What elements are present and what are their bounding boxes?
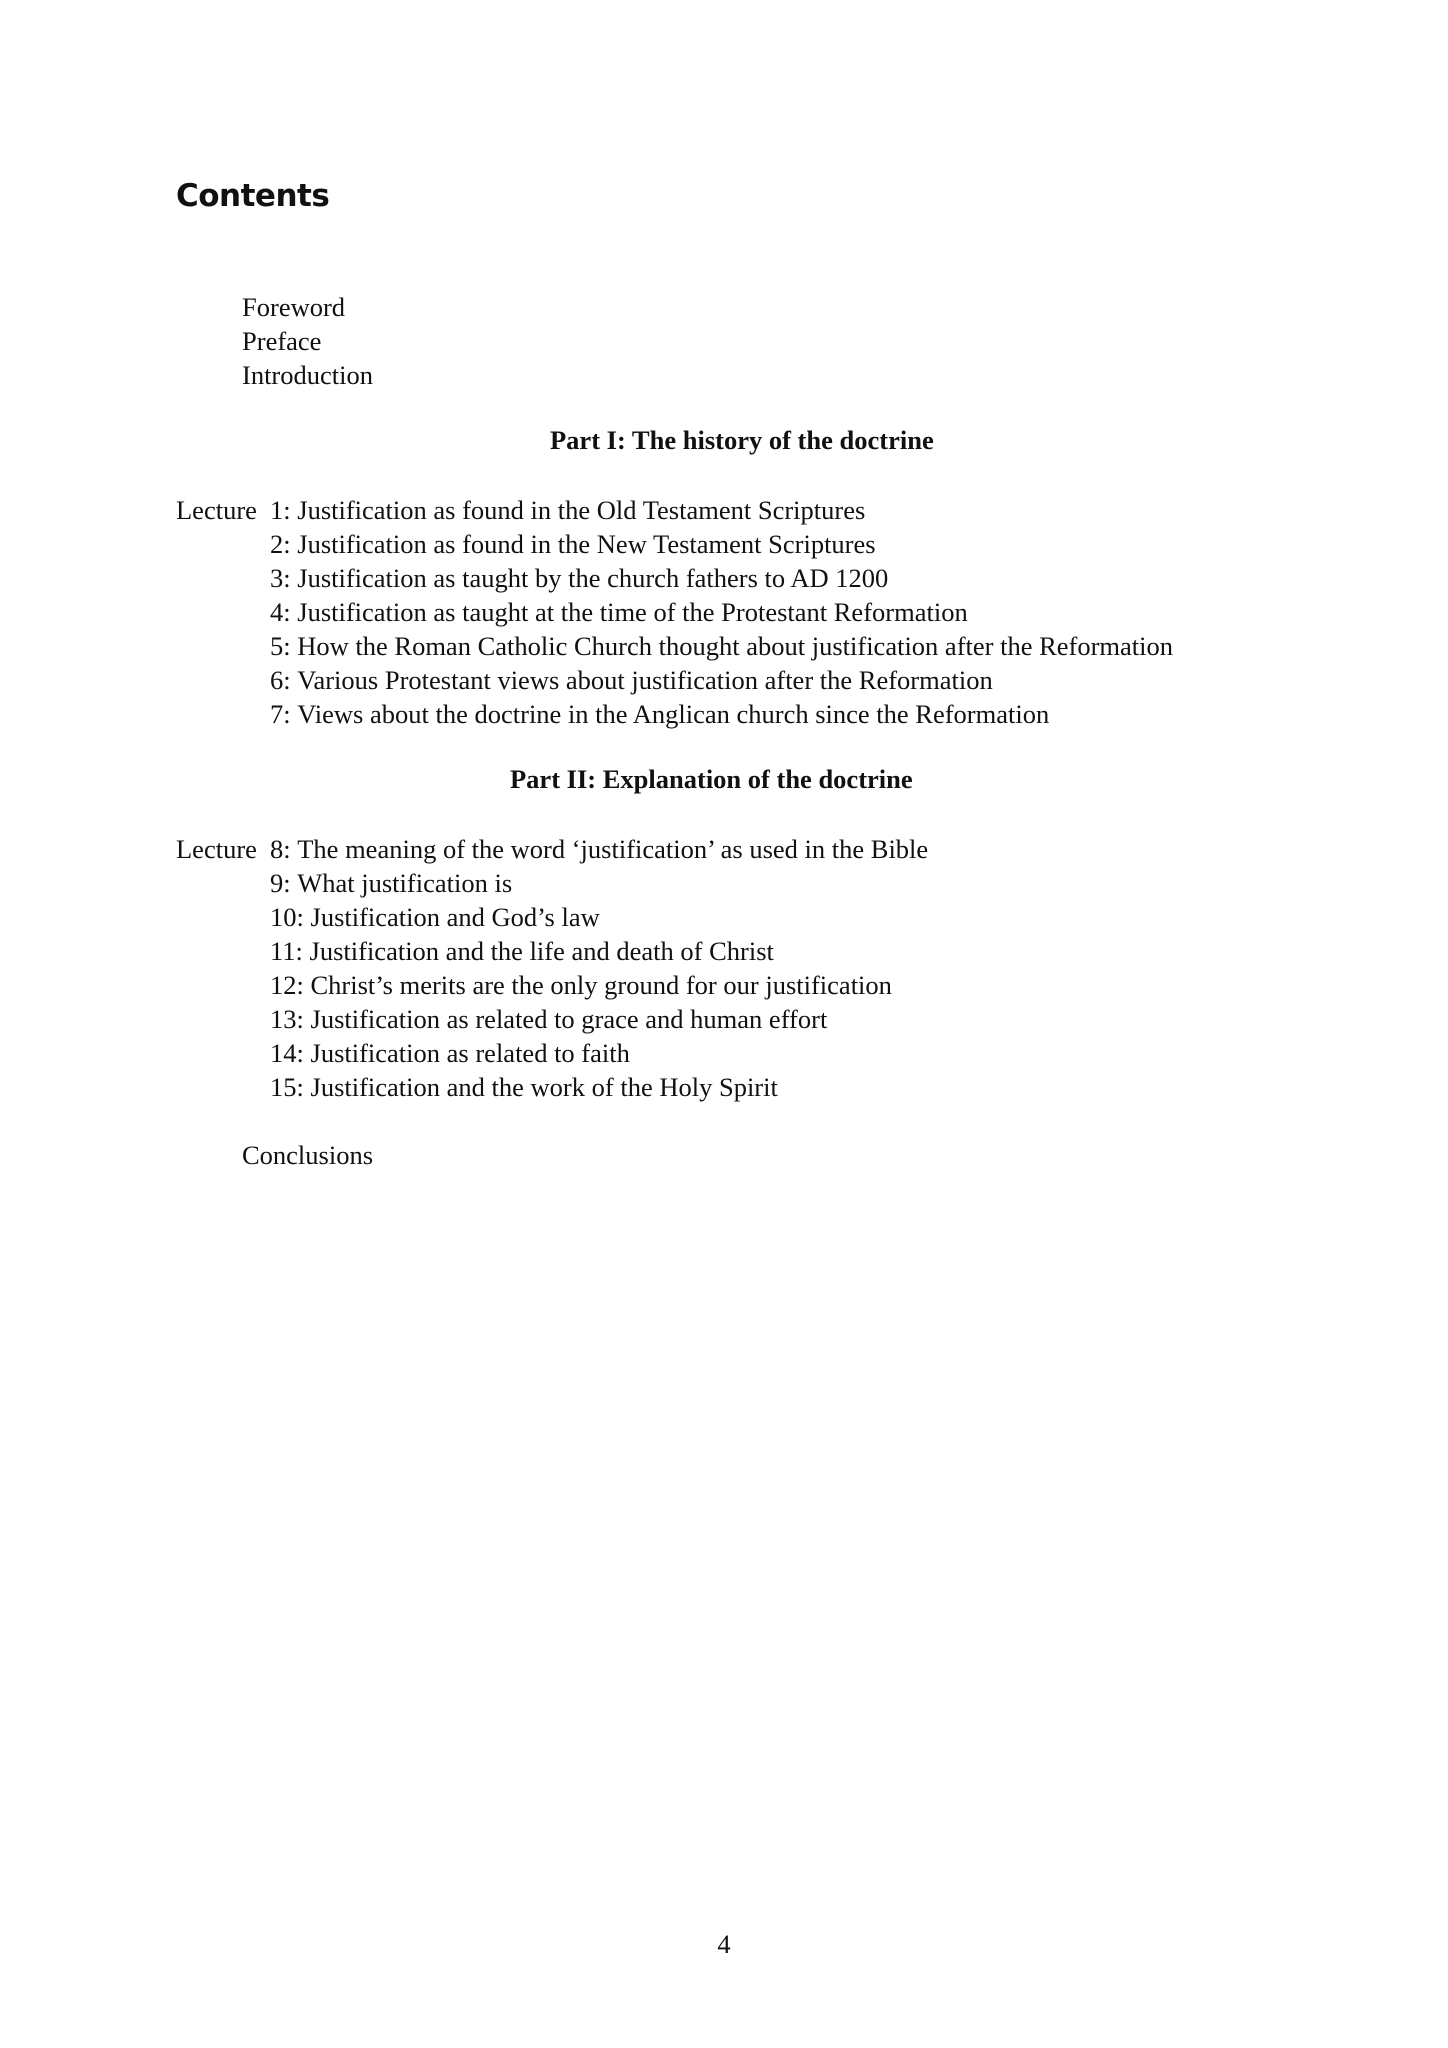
toc-entry-lecture-8[interactable]: [176, 832, 928, 866]
lecture-number: 3:: [270, 563, 291, 593]
lecture-title: Justification and the work of the Holy Spirit: [310, 1072, 778, 1102]
lecture-title: Christ’s merits are the only ground for our justification: [310, 970, 892, 1000]
toc-entry-lecture-12[interactable]: [176, 968, 928, 1002]
lecture-number: 4:: [270, 597, 291, 627]
lecture-number: 7:: [270, 699, 291, 729]
toc-entry-lecture-14[interactable]: [176, 1036, 928, 1070]
part-1-heading: Part I: The history of the doctrine: [550, 425, 934, 455]
toc-entry-conclusions[interactable]: Conclusions: [242, 1140, 374, 1170]
toc-entry-preface[interactable]: Preface: [242, 326, 322, 356]
toc-entry-lecture-13[interactable]: [176, 1002, 928, 1036]
toc-entry-lecture-5[interactable]: [176, 629, 1173, 663]
lecture-number: 13:: [270, 1004, 304, 1034]
lecture-number: 10:: [270, 902, 304, 932]
lecture-label: Lecture: [176, 495, 257, 525]
toc-entry-lecture-11[interactable]: [176, 934, 928, 968]
lecture-title: Justification as related to grace and human effort: [310, 1004, 828, 1034]
lecture-title: The meaning of the word ‘justification’ as used in the Bible: [297, 834, 929, 864]
lecture-title: Justification and God’s law: [310, 902, 600, 932]
lecture-number: 8:: [270, 834, 291, 864]
toc-entry-lecture-7[interactable]: [176, 697, 1173, 731]
part-2-lecture-list: [176, 832, 928, 1104]
lecture-title: Justification as taught by the church fathers to AD 1200: [297, 563, 889, 593]
lecture-title: What justification is: [297, 868, 513, 898]
toc-entry-lecture-2[interactable]: [176, 527, 1173, 561]
toc-entry-lecture-4[interactable]: [176, 595, 1173, 629]
toc-entry-lecture-1[interactable]: [176, 493, 1173, 527]
part-1-lecture-list: [176, 493, 1173, 731]
lecture-number: 9:: [270, 868, 291, 898]
toc-entry-lecture-15[interactable]: [176, 1070, 928, 1104]
lecture-number: 12:: [270, 970, 304, 1000]
lecture-number: 11:: [270, 936, 303, 966]
part-2-heading: Part II: Explanation of the doctrine: [510, 764, 913, 794]
lecture-number: 6:: [270, 665, 291, 695]
lecture-number: 15:: [270, 1072, 304, 1102]
lecture-title: Justification as related to faith: [310, 1038, 630, 1068]
page-number: 4: [717, 1929, 731, 1959]
toc-entry-foreword[interactable]: Foreword: [242, 292, 346, 322]
lecture-number: 2:: [270, 529, 291, 559]
lecture-title: Justification as taught at the time of the Protestant Reformation: [297, 597, 968, 627]
toc-entry-lecture-3[interactable]: [176, 561, 1173, 595]
lecture-label: Lecture: [176, 834, 257, 864]
front-matter-list: [242, 290, 373, 392]
lecture-title: Views about the doctrine in the Anglican church since the Reformation: [297, 699, 1050, 729]
lecture-title: Justification and the life and death of Christ: [309, 936, 774, 966]
lecture-number: 5:: [270, 631, 291, 661]
lecture-title: Justification as found in the Old Testament Scriptures: [297, 495, 866, 525]
lecture-title: How the Roman Catholic Church thought about justification after the Reformation: [297, 631, 1174, 661]
lecture-title: Various Protestant views about justification after the Reformation: [297, 665, 993, 695]
toc-entry-introduction[interactable]: Introduction: [242, 360, 373, 390]
page-title: Contents: [176, 178, 330, 214]
lecture-number: 14:: [270, 1038, 304, 1068]
lecture-title: Justification as found in the New Testament Scriptures: [297, 529, 876, 559]
toc-entry-lecture-10[interactable]: [176, 900, 928, 934]
toc-entry-lecture-9[interactable]: [176, 866, 928, 900]
toc-entry-lecture-6[interactable]: [176, 663, 1173, 697]
lecture-number: 1:: [270, 495, 291, 525]
